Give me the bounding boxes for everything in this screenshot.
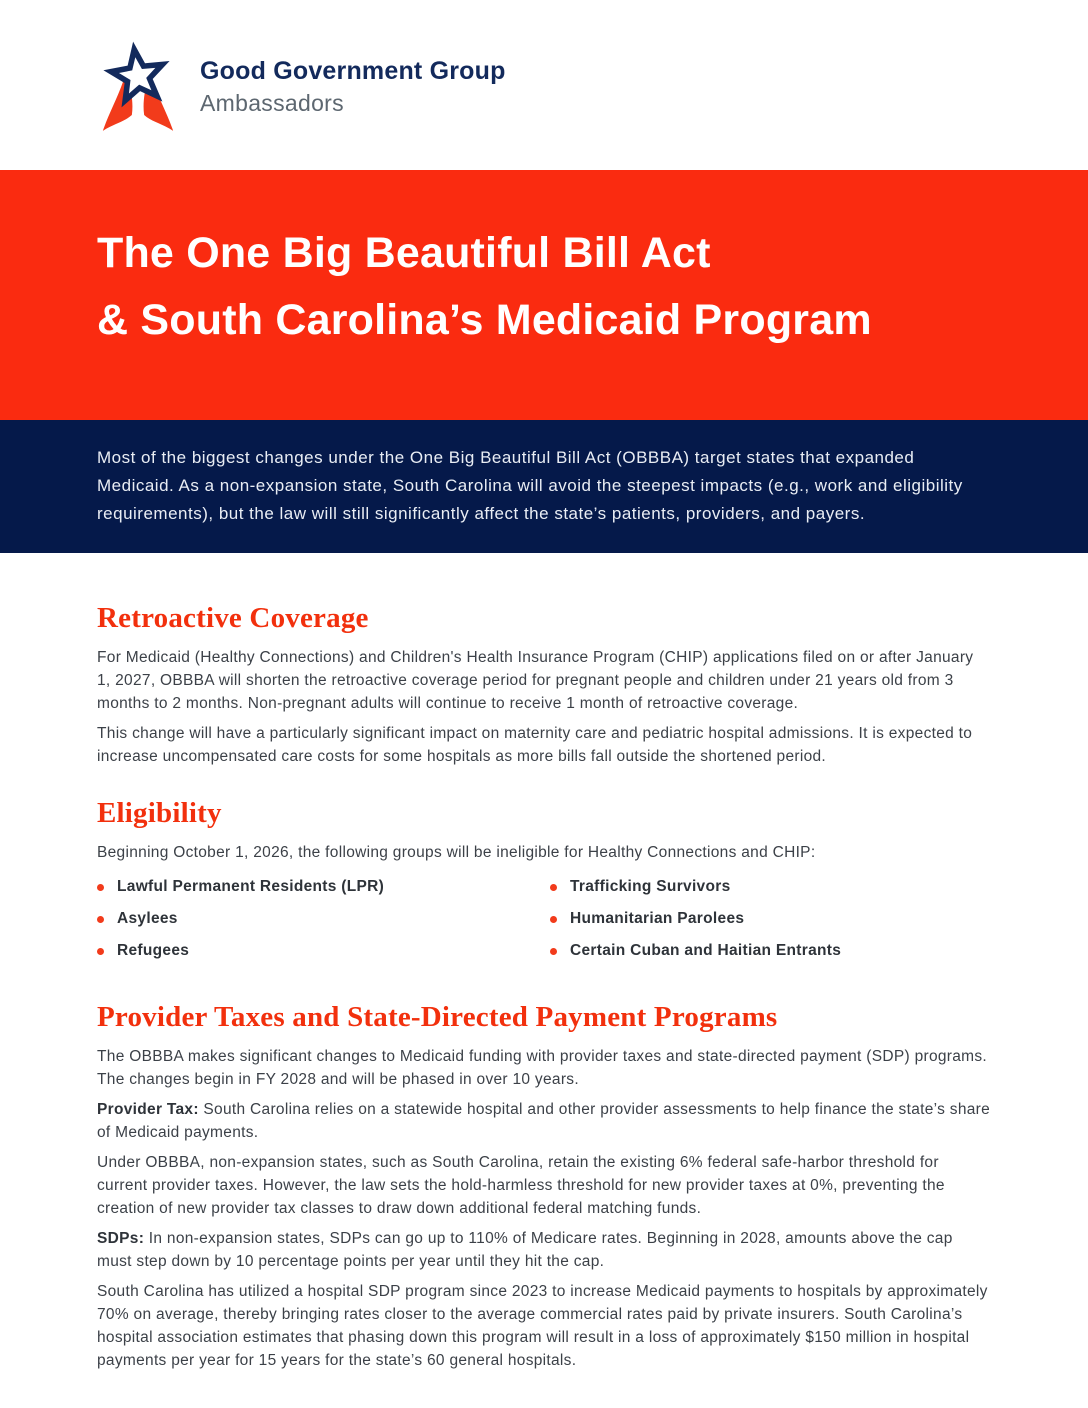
title-line-1: The One Big Beautiful Bill Act [97, 229, 711, 277]
bullet-icon [550, 948, 557, 955]
list-item-label: Trafficking Survivors [570, 878, 731, 895]
retroactive-paragraph-2: This change will have a particularly significant impact on maternity care and pediatric hospital admissions. It is expected to increase uncompensated care costs for some hospitals as more bills fall outside the shortened period. [97, 725, 973, 765]
provider-tax-text: South Carolina relies on a statewide hospital and other provider assessments to help finance the state’s share of Medicaid payments. [97, 1101, 991, 1141]
list-item [550, 940, 991, 962]
provider-paragraph-2 [97, 1098, 991, 1144]
title-line-2: & South Carolina’s Medicaid Program [97, 296, 872, 344]
list-item-label: Refugees [117, 942, 190, 959]
star-ribbon-logo-icon [94, 36, 182, 137]
intro-band [0, 420, 1088, 553]
bullet-icon [550, 884, 557, 891]
intro-paragraph: Most of the biggest changes under the One Big Beautiful Bill Act (OBBBA) target states that expanded Medicaid. As a non-expansion state, South Carolina will avoid the steepest impacts (e.g., work and eligibility requirements), but the law will still significantly affect the state’s patients, providers, and payers. [97, 448, 963, 523]
header [0, 0, 1088, 170]
list-item [550, 876, 991, 898]
document-body [0, 553, 1088, 1372]
bullet-icon [97, 884, 104, 891]
hero-banner [0, 170, 1088, 420]
sdps-text: In non-expansion states, SDPs can go up to 110% of Medicare rates. Beginning in 2028, amounts above the cap must step down by 10 percentage points per year until they hit the cap. [97, 1230, 953, 1270]
document-title [97, 220, 998, 354]
section-heading-retroactive-coverage: Retroactive Coverage [97, 602, 369, 634]
eligibility-groups-column-1 [97, 876, 538, 972]
sdps-lead: SDPs: [97, 1230, 145, 1247]
eligibility-intro: Beginning October 1, 2026, the following groups will be ineligible for Healthy Connections and CHIP: [97, 844, 816, 861]
list-item-label: Lawful Permanent Residents (LPR) [117, 878, 385, 895]
eligibility-groups-list [97, 876, 991, 972]
list-item [97, 940, 538, 962]
retroactive-paragraph-1: For Medicaid (Healthy Connections) and Children's Health Insurance Program (CHIP) applications filed on or after January 1, 2027, OBBBA will shorten the retroactive coverage period for pregnant people and children under 21 years old from 3 months to 2 months. Non-pregnant adults will continue to receive 1 month of retroactive coverage. [97, 649, 974, 712]
list-item-label: Humanitarian Parolees [570, 910, 745, 927]
provider-tax-lead: Provider Tax: [97, 1101, 199, 1118]
bullet-icon [97, 948, 104, 955]
list-item-label: Certain Cuban and Haitian Entrants [570, 942, 842, 959]
logo-text [200, 57, 506, 117]
list-item [97, 908, 538, 930]
list-item-label: Asylees [117, 910, 178, 927]
list-item [550, 908, 991, 930]
bullet-icon [97, 916, 104, 923]
provider-paragraph-1: The OBBBA makes significant changes to Medicaid funding with provider taxes and state-directed payment (SDP) programs. The changes begin in FY 2028 and will be phased in over 10 years. [97, 1048, 988, 1088]
bullet-icon [550, 916, 557, 923]
section-heading-provider-taxes: Provider Taxes and State-Directed Payment Programs [97, 1001, 778, 1033]
provider-paragraph-3: Under OBBBA, non-expansion states, such as South Carolina, retain the existing 6% federal safe-harbor threshold for current provider taxes. However, the law sets the hold-harmless threshold for new provider taxes at 0%, preventing the creation of new provider tax classes to draw down additional federal matching funds. [97, 1154, 945, 1217]
eligibility-groups-column-2 [550, 876, 991, 972]
logo-org-subtitle: Ambassadors [200, 89, 344, 116]
provider-paragraph-4 [97, 1227, 991, 1273]
list-item [97, 876, 538, 898]
section-heading-eligibility: Eligibility [97, 797, 222, 829]
logo-org-name: Good Government Group [200, 56, 506, 85]
logo [94, 36, 1088, 137]
provider-paragraph-5: South Carolina has utilized a hospital SDP program since 2023 to increase Medicaid payments to hospitals by approximately 70% on average, thereby bringing rates closer to the average commercial rates paid by private insurers. South Carolina’s hospital association estimates that phasing down this program will result in a loss of approximately $150 million in hospital payments per year for 15 years for the state’s 60 general hospitals. [97, 1283, 988, 1369]
